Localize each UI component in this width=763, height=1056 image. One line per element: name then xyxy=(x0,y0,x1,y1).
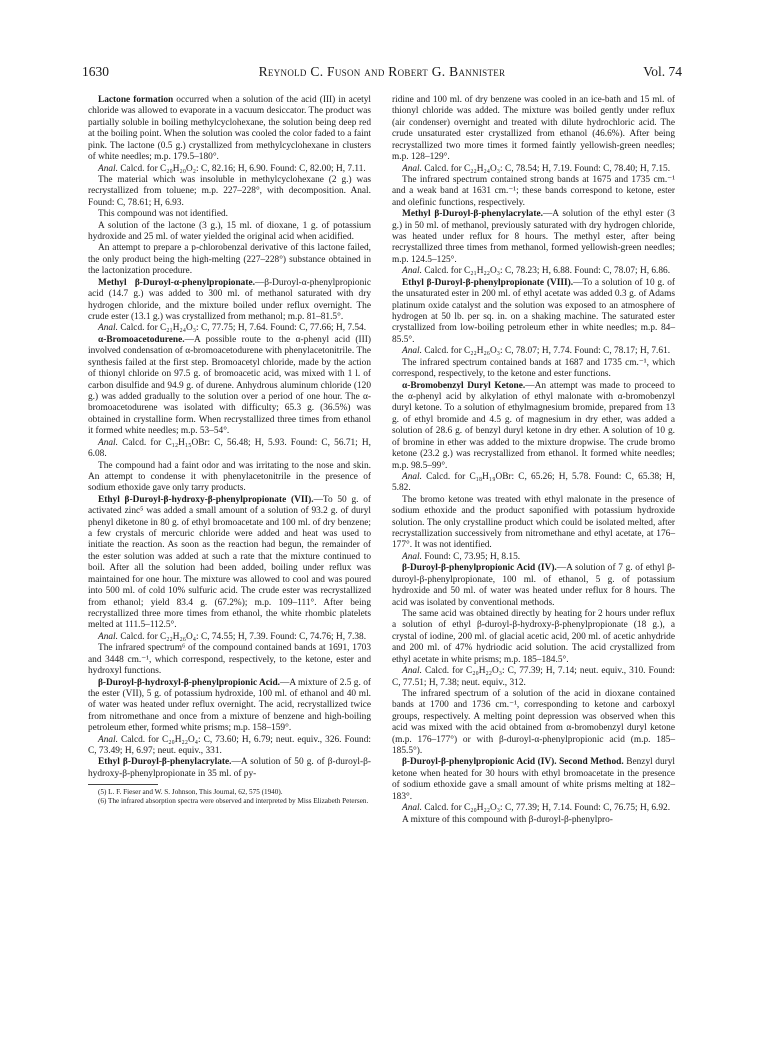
paragraph-text: Calcd. for C₂₀H₂₀O₂: C, 82.16; H, 6.90. Found: C, 82.00; H, 7.11. xyxy=(117,163,366,174)
paragraph xyxy=(88,461,371,495)
paragraph-text: Calcd. for C₂₀H₂₂O₄: C, 73.60; H, 6.79; neut. equiv., 326. Found: C, 73.49; H, 6.97; neut. equiv., 331. xyxy=(88,734,371,757)
paragraph xyxy=(392,175,675,209)
paragraph-text: Calcd. for C₂₁H₂₄O₃: C, 77.75; H, 7.64. Found: C, 77.66; H, 7.54. xyxy=(117,323,367,334)
section-heading: β-Duroyl-β-phenylpropionic Acid (IV). xyxy=(402,563,557,574)
paragraph xyxy=(392,666,675,689)
paragraph xyxy=(392,278,675,347)
paragraph-text: —An attempt was made to proceed to the α-phenyl acid by alkylation of ethyl malonate with α-bromobenzyl duryl ketone. To a solution of ethylmagnesium bromide, prepared from 13 g. of ethyl bromide and 4.5 g. of magnesium in dry ether, was added a solution of 28.6 g. of benzyl duryl ketone in dry ether. A solution of 10 g. of bromine in ether was added to the mixture dropwise. The crude bromo ketone (23.2 g.) was recrystallized from ethanol. It formed white needles; m.p. 98.5–99°. xyxy=(392,380,676,471)
section-heading: Methyl β-Duroyl-β-phenylacrylate. xyxy=(402,209,543,220)
paragraph xyxy=(88,735,371,758)
paragraph-text: Calcd. for C₂₂H₂₆O₃: C, 78.07; H, 7.74. Found: C, 78.17; H, 7.61. xyxy=(421,346,671,357)
section-heading: β-Duroyl-β-hydroxyl-β-phenylpropionic Acid. xyxy=(98,677,281,688)
analysis-label: Anal. xyxy=(98,323,118,334)
paragraph xyxy=(88,323,371,334)
paragraph xyxy=(392,609,675,666)
paragraph-text: Calcd. for C₂₂H₂₆O₄: C, 74.55; H, 7.39. Found: C, 74.76; H, 7.38. xyxy=(117,631,367,642)
analysis-label: Anal. xyxy=(402,551,422,562)
paragraph xyxy=(392,757,675,803)
paragraph-text: —A solution of the ethyl ester (3 g.) in 50 ml. of methanol, previously saturated with dry hydrogen chloride, was heated under reflux for 8 hours. The methyl ester, after being recrystallized three times from methanol, formed yellowish-green needles; m.p. 124.5–125°. xyxy=(392,209,675,265)
analysis-label: Anal. xyxy=(98,734,118,745)
paragraph xyxy=(88,95,371,164)
section-heading: Ethyl β-Duroyl-β-hydroxy-β-phenylpropionate (VII). xyxy=(98,494,314,505)
analysis-label: Anal. xyxy=(402,266,422,277)
paragraph xyxy=(392,689,675,758)
paragraph-text: The compound had a faint odor and was irritating to the nose and skin. An attempt to condense it with phenylacetonitrile in the presence of sodium ethoxide gave only tarry products. xyxy=(88,460,371,494)
paragraph-text: An attempt to prepare a p-chlorobenzal derivative of this lactone failed, the only product being the high-melting (227–228°) substance obtained in the lactonization procedure. xyxy=(88,243,371,277)
analysis-label: Anal. xyxy=(402,346,422,357)
analysis-label: Anal. xyxy=(402,803,422,814)
paragraph-text: Calcd. for C₂₀H₂₂O₃: C, 77.39; H, 7.14; neut. equiv., 310. Found: C, 77.51; H, 7.38; neut. equiv., 312. xyxy=(392,666,675,688)
right-column xyxy=(392,95,675,826)
paragraph xyxy=(88,495,371,632)
paragraph xyxy=(392,266,675,277)
paragraph xyxy=(392,563,675,609)
analysis-label: Anal. xyxy=(98,163,118,174)
paragraph-text: A mixture of this compound with β-duroyl-β-phenylpro- xyxy=(402,814,613,825)
running-title: Reynold C. Fuson and Robert G. Bannister xyxy=(258,64,506,79)
section-heading: β-Duroyl-β-phenylpropionic Acid (IV). Second Method. xyxy=(402,757,624,768)
paragraph xyxy=(392,95,675,164)
left-column xyxy=(88,95,371,806)
analysis-label: Anal. xyxy=(402,471,422,482)
analysis-label: Anal. xyxy=(402,163,422,174)
paragraph-text: The infrared spectrum contained bands at 1687 and 1735 cm.⁻¹, which correspond, respectively, to the ketone and ester functions. xyxy=(392,357,675,380)
paragraph-text: —A solution of 7 g. of ethyl β-duroyl-β-phenylpropionate, 100 ml. of ethanol, 5 g. of potassium hydroxide and 50 ml. of water was heated under reflux for 8 hours. The acid was isolated by conventional methods. xyxy=(392,563,675,608)
paragraph xyxy=(88,209,371,220)
paragraph xyxy=(88,678,371,735)
paragraph xyxy=(88,757,371,780)
paragraph-text: —β-Duroyl-α-phenylpropionic acid (14.7 g.) was added to 300 ml. of methanol saturated with dry hydrogen chloride, and the mixture boiled under reflux overnight. The crude ester (13.1 g.) was crystallized from methanol; m.p. 81–81.5°. xyxy=(88,277,371,323)
volume-label: Vol. 74 xyxy=(643,64,682,79)
paragraph xyxy=(392,381,675,472)
paragraph-text: The same acid was obtained directly by heating for 2 hours under reflux a solution of ethyl β-duroyl-β-hydroxy-β-phenylpropionate (18 g.), a crystal of iodine, 200 ml. of glacial acetic acid, 200 ml. of acetic anhydride and 200 ml. of 47% hydriodic acid solution. The acid crystallized from ethyl acetate in white prisms; m.p. 185–184.5°. xyxy=(392,608,675,665)
analysis-label: Anal. xyxy=(98,437,118,448)
paragraph-text: Benzyl duryl ketone when heated for 30 hours with ethyl bromoacetate in the presence of sodium ethoxide gave a small amount of white prisms melting at 182–183°. xyxy=(392,757,675,802)
paragraph-text: Calcd. for C₁₂H₁₅OBr: C, 56.48; H, 5.93. Found: C, 56.71; H, 6.08. xyxy=(88,437,371,460)
section-heading: α-Bromoacetodurene. xyxy=(98,334,185,345)
paragraph xyxy=(392,815,675,826)
footnote-rule xyxy=(88,784,158,785)
paragraph xyxy=(88,175,371,209)
paragraph-text: ridine and 100 ml. of dry benzene was cooled in an ice-bath and 15 ml. of thionyl chloride was added. The mixture was boiled gently under reflux (air condenser) overnight and treated with dilute hydrochloric acid. The crude unsaturated ester crystallized from ethanol (46.6%). After being recrystallized two more times it formed faintly yellowish-green needles; m.p. 128–129°. xyxy=(392,95,675,163)
paragraph xyxy=(88,221,371,244)
paragraph-text: Calcd. for C₂₂H₂₄O₃: C, 78.54; H, 7.19. Found: C, 78.40; H, 7.15. xyxy=(421,163,671,174)
section-heading: Lactone formation xyxy=(98,95,174,105)
paragraph-text: The infrared spectrum⁶ of the compound contained bands at 1691, 1703 and 3448 cm.⁻¹, which correspond, respectively, to the ketone, ester and hydroxyl functions. xyxy=(88,643,371,677)
paragraph xyxy=(88,438,371,461)
paragraph-text: This compound was not identified. xyxy=(98,209,229,220)
page-number: 1630 xyxy=(82,64,109,79)
paragraph xyxy=(392,346,675,357)
paragraph xyxy=(392,495,675,552)
paragraph-text: The infrared spectrum of a solution of the acid in dioxane contained bands at 1700 and 1736 cm.⁻¹, corresponding to ketone and carboxyl groups, respectively. A melting point depression was observed when this acid was mixed with the acid obtained from α-bromobenzyl duryl ketone (m.p. 176–177°) or with β-duroyl-α-phenylpropionic acid (m.p. 185–185.5°). xyxy=(392,688,675,757)
paragraph-text: Calcd. for C₂₀H₂₂O₃: C, 77.39; H, 7.14. Found: C, 76.75; H, 6.92. xyxy=(421,803,671,814)
paragraph xyxy=(392,209,675,266)
section-heading: α-Bromobenzyl Duryl Ketone. xyxy=(402,380,526,391)
paragraph-text: The bromo ketone was treated with ethyl malonate in the presence of sodium ethoxide and the product saponified with potassium hydroxide solution. The only crystalline product which could be isolated melted, after recrystallization successively from nitromethane and ethyl acetate, at 176–177°. It was not identified. xyxy=(392,494,675,551)
paragraph xyxy=(392,164,675,175)
footnote: (5) L. F. Fieser and W. S. Johnson, This Journal, 62, 575 (1940). xyxy=(98,788,283,797)
paragraph xyxy=(88,243,371,277)
paragraph xyxy=(88,335,371,438)
paragraph-text: Found: C, 73.95; H, 8.15. xyxy=(421,551,521,562)
section-heading: Ethyl β-Duroyl-β-phenylpropionate (VIII). xyxy=(402,277,574,288)
paragraph xyxy=(392,552,675,563)
footnote: (6) The infrared absorption spectra were observed and interpreted by Miss Elizabeth Petersen. xyxy=(98,796,369,805)
paragraph-text: The material which was insoluble in methylcyclohexane (2 g.) was recrystallized from toluene; m.p. 227–228°, with decomposition. Anal. Found: C, 78.61; H, 6.93. xyxy=(88,174,371,208)
paragraph-text: —To 50 g. of activated zinc⁵ was added a small amount of a solution of 93.2 g. of duryl phenyl diketone in 80 g. of ethyl bromoacetate and 100 ml. of dry benzene; a few crystals of mercuric chloride were added and heat was used to initiate the reaction. As soon as the reaction had begun, the remainder of the ester solution was added at such a rate that the mixture continued to boil. After all the solution had been added, boiling under reflux was maintained for one hour. The mixture was allowed to cool and was poured into 500 ml. of cold 10% sulfuric acid. The crude ester was recrystallized from ethanol; yield 83.4 g. (67.2%); m.p. 109–111°. After being recrystallized three more times from ethanol, the white rhombic platelets melted at 111.5–112.5°. xyxy=(88,494,371,631)
paragraph xyxy=(392,803,675,814)
paragraph xyxy=(88,632,371,643)
paragraph-text: The infrared spectrum contained strong bands at 1675 and 1735 cm.⁻¹ and a weak band at 1631 cm.⁻¹; these bands correspond to ketone, ester and olefinic functions, respectively. xyxy=(392,174,675,208)
paragraph-text: occurred when a solution of the acid (III) in acetyl chloride was allowed to evaporate in a vacuum desiccator. The product was partially soluble in boiling methylcyclohexane, the solution being deep red at the boiling point. When the solution was cooled the color faded to a faint pink. The lactone (0.5 g.) crystallized from methylcyclohexane in clusters of white needles; m.p. 179.5–180°. xyxy=(88,95,371,163)
paragraph xyxy=(88,278,371,324)
section-heading: Ethyl β-Duroyl-β-phenylacrylate. xyxy=(98,757,232,768)
paragraph-text: —A solution of 50 g. of β-duroyl-β-hydroxy-β-phenylpropionate in 35 ml. of py- xyxy=(88,757,372,779)
analysis-label: Anal. xyxy=(98,631,118,642)
section-heading: Methyl β-Duroyl-α-phenylpropionate. xyxy=(98,277,255,288)
paragraph-text: Calcd. for C₁₈H₁₉OBr: C, 65.26; H, 5.78. Found: C, 65.38; H, 5.82. xyxy=(392,471,675,494)
paragraph-text: —To a solution of 10 g. of the unsaturated ester in 200 ml. of ethyl acetate was added 0.3 g. of Adams platinum oxide catalyst and the solution was exposed to an atmosphere of hydrogen at 50 lb. per sq. in. on a shaking machine. The saturated ester crystallized from low-boiling petroleum ether in white needles; m.p. 84–85.5°. xyxy=(392,277,676,345)
paragraph xyxy=(88,164,371,175)
page-header xyxy=(82,64,682,84)
paragraph-text: Calcd. for C₂₁H₂₂O₃: C, 78.23; H, 6.88. Found: C, 78.07; H, 6.86. xyxy=(421,266,671,277)
paragraph-text: —A mixture of 2.5 g. of the ester (VII), 5 g. of potassium hydroxide, 100 ml. of ethanol and 40 ml. of water was heated under reflux overnight. The acid, recrystallized twice from nitromethane and once from a mixture of benzene and high-boiling petroleum ether, formed white prisms; m.p. 158–159°. xyxy=(88,677,371,734)
paragraph xyxy=(88,643,371,677)
paragraph-text: A solution of the lactone (3 g.), 15 ml. of dioxane, 1 g. of potassium hydroxide and 25 ml. of water yielded the original acid when acidified. xyxy=(88,220,371,243)
analysis-label: Anal. xyxy=(402,666,422,677)
paragraph xyxy=(392,358,675,381)
paragraph xyxy=(392,472,675,495)
paragraph-text: —A possible route to the α-phenyl acid (III) involved condensation of α-bromoacetodurene with phenylacetonitrile. The synthesis failed at the first step. Bromoacetyl chloride, made by the action of thionyl chloride on 97.5 g. of bromoacetic acid, was mixed with 1 l. of carbon disulfide and 94.9 g. of durene. Anhydrous aluminum chloride (120 g.) was added gradually to the solution over a period of one hour. The α-bromoacetodurene was isolated with difficulty; 65.3 g. (36.5%) was obtained in crystalline form. When recrystallized three times from ethanol it formed white needles; m.p. 53–54°. xyxy=(88,334,371,437)
